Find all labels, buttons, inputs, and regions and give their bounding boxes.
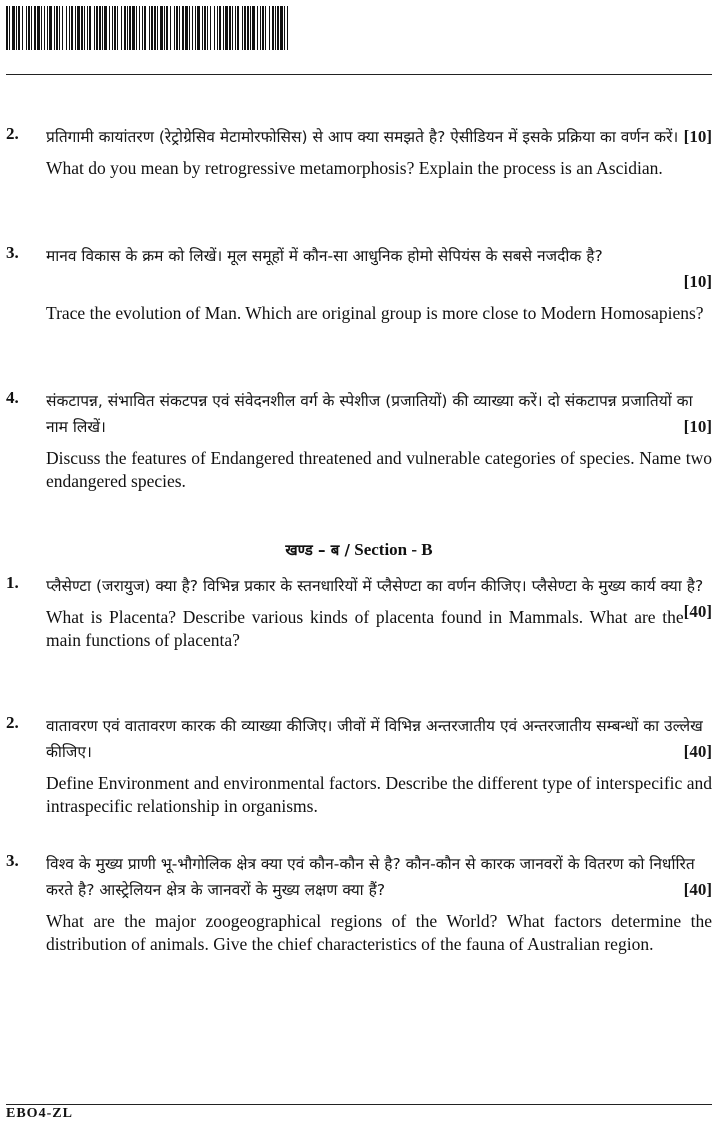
section-heading-hindi: खण्ड – ब / (285, 541, 350, 559)
question-english-text: What do you mean by retrogressive metamorphosis? Explain the process is an Ascidian. (46, 158, 663, 178)
question-english-text: Discuss the features of Endangered threatened and vulnerable categories of species. Name two endangered species. (46, 448, 712, 491)
question-a3 (6, 243, 712, 325)
question-english-text: Trace the evolution of Man. Which are original group is more close to Modern Homosapiens? (46, 303, 704, 323)
question-number: 2. (6, 124, 19, 143)
question-a2 (6, 124, 712, 180)
question-b3 (6, 851, 712, 956)
footer-divider (6, 1104, 712, 1105)
question-number: 3. (6, 243, 19, 262)
question-number: 3. (6, 851, 19, 870)
question-hindi-text: प्रतिगामी कायांतरण (रेट्रोग्रेसिव मेटामोरफोसिस) से आप क्या समझते है? ऐसीडियन में इसके प्रक्रिया का वर्णन करें। (46, 128, 679, 146)
question-number: 4. (6, 388, 19, 407)
question-hindi-text: प्लैसेण्टा (जरायुज) क्या है? विभिन्न प्रकार के स्तनधारियों में प्लैसेण्टा का वर्णन कीजिए। प्लैसेण्टा के मुख्य कार्य क्या है? (46, 577, 704, 595)
question-hindi-text: विश्व के मुख्य प्राणी भू-भौगोलिक क्षेत्र क्या एवं कौन-कौन से है? कौन-कौन से कारक जानवरों के वितरण को निर्धारित करते है? आस्ट्रेलियन क्षेत्र के जानवरों के मुख्य लक्षण क्या हैं? (46, 855, 695, 899)
question-a4 (6, 388, 712, 493)
question-number: 1. (6, 573, 19, 592)
question-english-text: Define Environment and environmental factors. Describe the different type of interspecific and intraspecific relationship in organisms. (46, 773, 712, 816)
question-marks: [40] (683, 880, 712, 899)
barcode (6, 6, 288, 50)
question-hindi-text: संकटापन्न, संभावित संकटपन्न एवं संवेदनशील वर्ग के स्पेशीज (प्रजातियों) की व्याख्या करें। दो संकटापन्न प्रजातियों का नाम लिखें। (46, 392, 693, 436)
question-marks: [40] (683, 602, 712, 621)
question-hindi-text: वातावरण एवं वातावरण कारक की व्याख्या कीजिए। जीवों में विभिन्न अन्तरजातीय एवं अन्तरजातीय सम्बन्धों का उल्लेख कीजिए। (46, 717, 703, 761)
question-b2 (6, 713, 712, 818)
question-marks: [40] (683, 742, 712, 761)
section-b-heading (0, 540, 718, 560)
question-english-text: What is Placenta? Describe various kinds of placenta found in Mammals. What are the main functions of placenta? (46, 607, 684, 650)
question-number: 2. (6, 713, 19, 732)
question-marks: [10] (683, 417, 712, 436)
section-heading-english: Section - B (354, 540, 433, 559)
question-marks: [10] (683, 272, 712, 291)
header-divider (6, 74, 712, 75)
question-hindi-text: मानव विकास के क्रम को लिखें। मूल समूहों में कौन-सा आधुनिक होमो सेपियंस के सबसे नजदीक है? (46, 247, 603, 265)
footer-code: EBO4-ZL (6, 1106, 73, 1121)
question-english-text: What are the major zoogeographical regions of the World? What factors determine the distribution of animals. Give the chief characteristics of the fauna of Australian region. (46, 911, 712, 954)
question-b1 (6, 573, 712, 652)
question-marks: [10] (683, 127, 712, 146)
